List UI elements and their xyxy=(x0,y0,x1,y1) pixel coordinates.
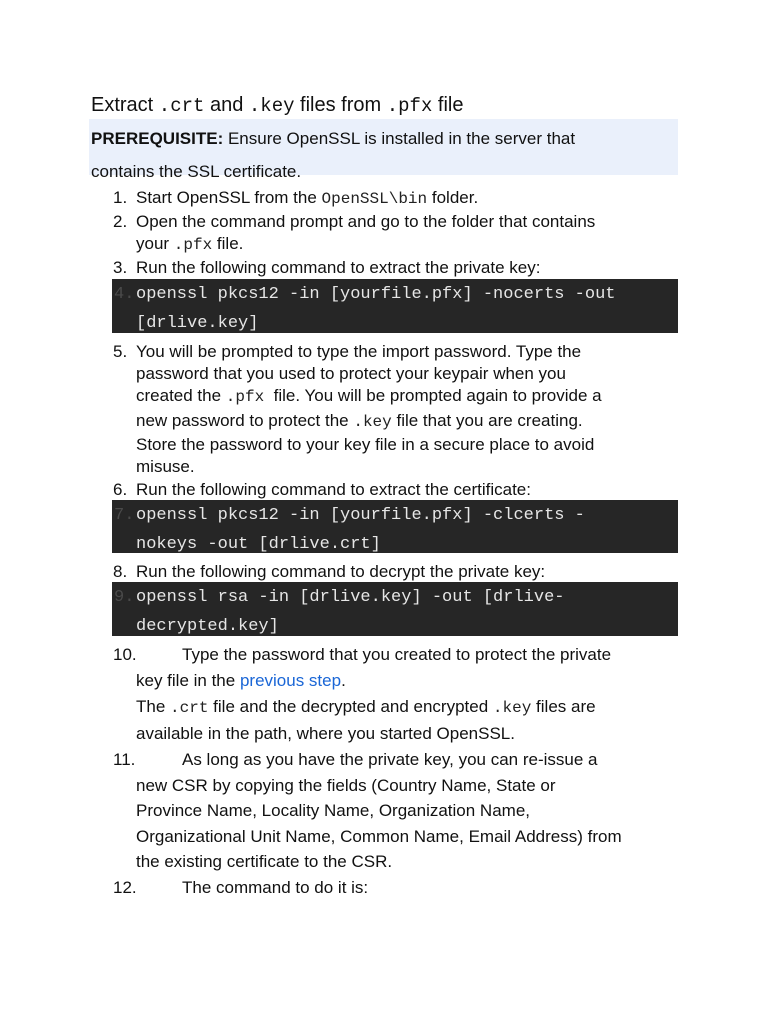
page-title xyxy=(91,94,463,117)
step-3-number: 3. xyxy=(113,258,128,277)
code-block-extract-certificate[interactable] xyxy=(112,500,678,553)
step-10-line3: The .crt file and the decrypted and encrypted .key files are xyxy=(136,697,596,717)
title-prefix: Extract xyxy=(91,94,159,116)
step-9-number: 9. xyxy=(114,588,135,607)
prerequisite-callout xyxy=(89,119,678,181)
step-2-code: .pfx xyxy=(173,236,213,254)
step-5-number: 5. xyxy=(113,342,128,361)
step-8-text: Run the following command to decrypt the private key: xyxy=(136,562,546,581)
prerequisite-line2: contains the SSL certificate. xyxy=(91,162,302,181)
step-5-code-pfx: .pfx xyxy=(225,388,265,406)
step-6-number: 6. xyxy=(113,480,128,499)
step-11-line5: the existing certificate to the CSR. xyxy=(136,852,393,871)
step-5-line6: misuse. xyxy=(136,457,195,476)
title-mid1: and xyxy=(204,94,249,116)
step-3-text: Run the following command to extract the private key: xyxy=(136,258,541,277)
step-4-number: 4. xyxy=(114,285,135,304)
step-12-number: 12. xyxy=(113,878,137,897)
title-mid2: files from xyxy=(294,94,387,116)
title-code-crt: .crt xyxy=(158,95,205,117)
step-6-text: Run the following command to extract the certificate: xyxy=(136,480,531,499)
step-11-line1: As long as you have the private key, you can re-issue a xyxy=(182,750,598,769)
step-8-number: 8. xyxy=(113,562,128,581)
step-2-line2: your .pfx file. xyxy=(136,234,244,254)
code-line: [drlive.key] xyxy=(136,314,259,333)
step-1-number: 1. xyxy=(113,188,128,207)
step-10-line1: Type the password that you created to protect the private xyxy=(182,645,612,664)
step-1-code: OpenSSL\bin xyxy=(321,190,428,208)
step-10-number: 10. xyxy=(113,645,137,664)
step-10-line4: available in the path, where you started OpenSSL. xyxy=(136,724,515,743)
step-2-line1: Open the command prompt and go to the folder that contains xyxy=(136,212,596,231)
step-5-line1: You will be prompted to type the import password. Type the xyxy=(136,342,582,361)
step-11-line4: Organizational Unit Name, Common Name, Email Address) from xyxy=(136,827,622,846)
step-12-text: The command to do it is: xyxy=(182,878,369,897)
step-5-line5: Store the password to your key file in a secure place to avoid xyxy=(136,435,595,454)
code-line: openssl rsa -in [drlive.key] -out [drlive- xyxy=(136,588,565,607)
step-5-code-key: .key xyxy=(353,413,392,431)
step-7-number: 7. xyxy=(114,506,135,525)
code-line: openssl pkcs12 -in [yourfile.pfx] -nocerts -out xyxy=(136,285,616,304)
title-suffix: file xyxy=(432,94,464,116)
step-5-line3: created the .pfx file. You will be prompted again to provide a xyxy=(136,386,602,406)
step-10-code-crt: .crt xyxy=(170,699,209,717)
code-block-extract-key[interactable] xyxy=(112,279,678,333)
prerequisite-label: PREREQUISITE: xyxy=(91,129,224,148)
previous-step-link[interactable]: previous step xyxy=(239,671,342,690)
step-11-number: 11. xyxy=(113,750,136,769)
code-line: decrypted.key] xyxy=(136,617,279,636)
step-5-line2: password that you used to protect your keypair when you xyxy=(136,364,566,383)
step-5-line4: new password to protect the .key file that you are creating. xyxy=(136,411,583,431)
code-block-decrypt-key[interactable] xyxy=(112,582,678,636)
prerequisite-line1: PREREQUISITE: Ensure OpenSSL is installed in the server that xyxy=(91,129,576,148)
step-1-text: Start OpenSSL from the OpenSSL\bin folder. xyxy=(136,188,479,208)
step-11-line3: Province Name, Locality Name, Organization Name, xyxy=(136,801,530,820)
code-line: openssl pkcs12 -in [yourfile.pfx] -clcerts - xyxy=(136,506,585,525)
step-10-code-key: .key xyxy=(492,699,532,717)
title-code-pfx: .pfx xyxy=(386,95,433,117)
title-code-key: .key xyxy=(248,95,295,117)
step-11-line2: new CSR by copying the fields (Country Name, State or xyxy=(136,776,556,795)
step-10-line2: key file in the previous step. xyxy=(136,671,346,690)
code-line: nokeys -out [drlive.crt] xyxy=(136,535,381,554)
step-2-number: 2. xyxy=(113,212,128,231)
